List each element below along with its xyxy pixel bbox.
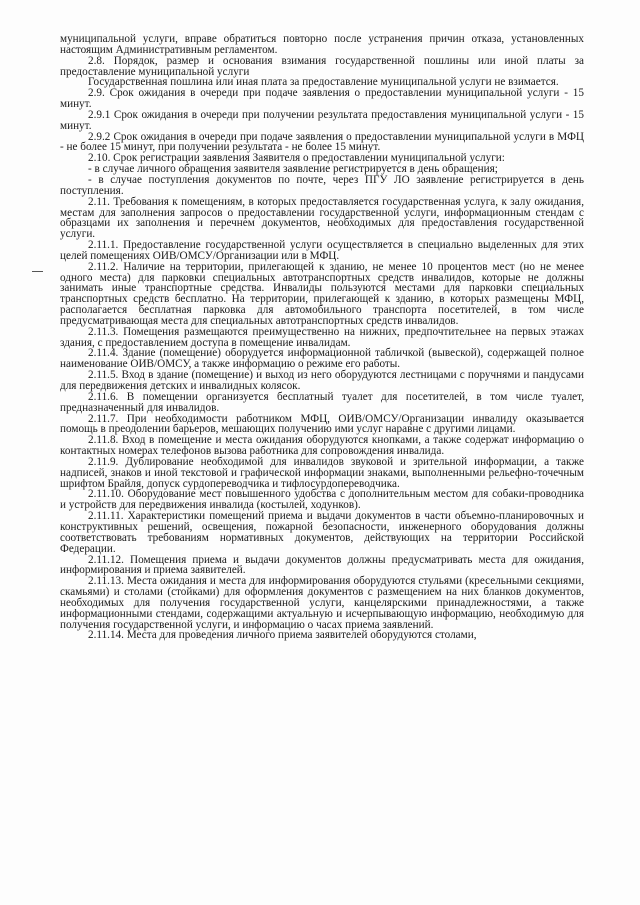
paragraph-2-11-6: 2.11.6. В помещении организуется бесплатный туалет для посетителей, в том числе туалет, предназначенный для инвалидов. [60, 390, 584, 414]
paragraph-fee: Государственная пошлина или иная плата за предоставление муниципальной услуги не взимается. [88, 76, 559, 89]
paragraph-2-11-14: 2.11.14. Места для проведения личного приема заявителей оборудуются столами, [88, 629, 477, 642]
paragraph-2-9-1: 2.9.1 Срок ожидания в очереди при получении результата предоставления муниципальной услуги - 15 минут. [60, 108, 584, 132]
paragraph-2-11-8: 2.11.8. Вход в помещение и места ожидания оборудуются кнопками, а также содержат информацию о контактных номерах телефонов вызова работника для сопровождения инвалида. [60, 434, 584, 458]
paragraph-2-11-3: 2.11.3. Помещения размещаются преимущественно на нижних, предпочтительнее на первых этажах здания, с предоставлением доступа в помещение инвалидам. [60, 325, 584, 349]
paragraph-2-11: 2.11. Требования к помещениям, в которых предоставляется государственная услуга, к залу ожидания, местам для заполнения запросов о предоставлении государственной услуги, информационным стендам с образцами их заполнения и перечнем документов, необходимых для предоставления государственной услуги. [60, 195, 584, 241]
paragraph-2-11-12: 2.11.12. Помещения приема и выдачи документов должны предусматривать места для ожидания, информирования и приема заявителей. [60, 553, 584, 577]
paragraph-2-11-5: 2.11.5. Вход в здание (помещение) и выход из него оборудуются лестницами с поручнями и пандусами для передвижения детских и инвалидных колясок. [60, 369, 584, 392]
regulation-text [60, 34, 584, 641]
paragraph-2-10-personal: - в случае личного обращения заявителя заявление регистрируется в день обращения; [88, 163, 498, 176]
paragraph-continuation: муниципальной услуги, вправе обратиться повторно после устранения причин отказа, установленных настоящим Административным регламентом. [60, 33, 584, 56]
paragraph-2-9-2: 2.9.2 Срок ожидания в очереди при подаче заявления о предоставлении муниципальной услуги в МФЦ - не более 15 минут, при получении результата - не более 15 минут. [60, 130, 584, 154]
paragraph-2-11-11: 2.11.11. Характеристики помещений приема и выдачи документов в части объемно-планировочных и конструктивных решений, освещения, пожарной безопасности, инженерного оборудования должны соответствовать требованиям нормативных документов, действующих на территории Российской Федерации. [60, 510, 584, 555]
paragraph-2-8-heading: 2.8. Порядок, размер и основания взимания государственной пошлины или иной платы за предоставление муниципальной услуги [60, 54, 584, 78]
paragraph-2-11-1: 2.11.1. Предоставление государственной услуги осуществляется в специально выделенных для этих целей помещениях ОИВ/ОМСУ/Организации или в МФЦ. [60, 239, 584, 262]
paragraph-2-11-10: 2.11.10. Оборудование мест повышенного удобства с дополнительным местом для собаки-проводника и устройств для передвижения инвалида (костылей, ходунков). [60, 488, 584, 512]
paragraph-2-9: 2.9. Срок ожидания в очереди при подаче заявления о предоставлении муниципальной услуги - 15 минут. [60, 87, 584, 111]
paragraph-2-11-2: 2.11.2. Наличие на территории, прилегающей к зданию, не менее 10 процентов мест (но не менее одного места) для парковки специальных автотранспортных средств инвалидов, которые не должны занимать иные транспортные средства. Инвалиды пользуются местами для парковки специальных транспортных средств бесплатно. На территории, прилегающей к зданию, в которых размещены МФЦ, располагается бесплатная парковка для автомобильного транспорта посетителей, в том числе предусматривающая места для специальных автотранспортных средств инвалидов. [60, 260, 584, 327]
paragraph-2-11-9: 2.11.9. Дублирование необходимой для инвалидов звуковой и зрительной информации, а также надписей, знаков и иной текстовой и графической информации знаками, выполненными рельефно-точечным шрифтом Брайля, допуск сурдопереводчика и тифлосурдопереводчика. [60, 455, 584, 490]
paragraph-2-11-13: 2.11.13. Места ожидания и места для информирования оборудуются стульями (кресельными секциями, скамьями) и столами (стойками) для оформления документов с размещением на них бланков документов, необходимых для получения государственной услуги, канцелярскими принадлежностями, а также информационными стендами, содержащими актуальную и исчерпывающую информацию, необходимую для получения государственной услуги, и информацию о часах приема заявлений. [60, 575, 584, 631]
paragraph-2-11-4: 2.11.4. Здание (помещение) оборудуется информационной табличкой (вывеской), содержащей полное наименование ОИВ/ОМСУ, а также информацию о режиме его работы. [60, 347, 584, 371]
paragraph-2-10-mail: - в случае поступления документов по почте, через ПГУ ЛО заявление регистрируется в день поступления. [60, 173, 584, 197]
margin-dash-mark [32, 271, 43, 272]
paragraph-2-10: 2.10. Срок регистрации заявления Заявителя о предоставлении муниципальной услуги: [88, 152, 505, 165]
paragraph-2-11-7: 2.11.7. При необходимости работником МФЦ, ОИВ/ОМСУ/Организации инвалиду оказывается помощь в преодолении барьеров, мешающих получению ими услуг наравне с другими лицами. [60, 412, 584, 436]
